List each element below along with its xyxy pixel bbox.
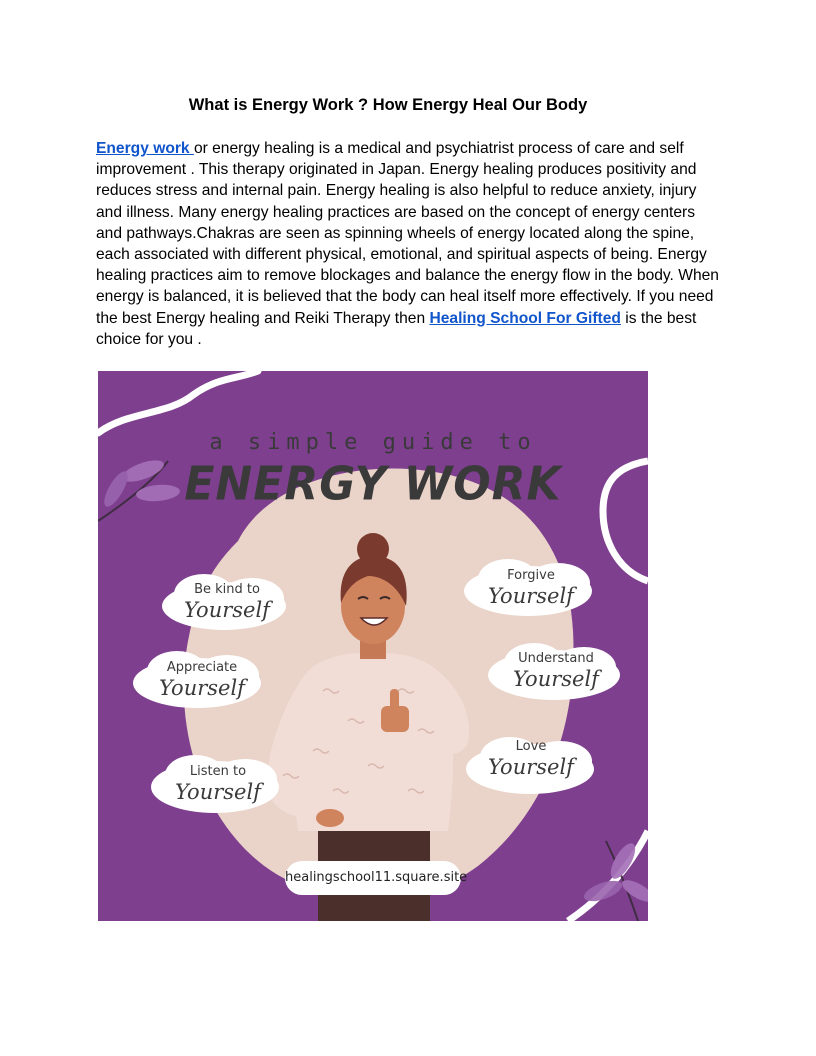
cloud-line2: Yourself <box>488 584 574 608</box>
cloud-line1: Understand <box>518 651 594 666</box>
poster-subtitle: a simple guide to <box>209 430 537 455</box>
poster-headline: ENERGY WORK <box>184 457 562 512</box>
cloud-line1: Appreciate <box>166 660 238 675</box>
cloud-line2: Yourself <box>175 780 261 804</box>
healing-school-link[interactable]: Healing School For Gifted <box>429 309 621 327</box>
paragraph-text-1: or energy healing is a medical and psychiatrist process of care and self improvement . This therapy originated in Japan. Energy healing produces positivity and reduces stress and internal pain. Energy healing is also helpful to reduce anxiety, injury and illness. Many energy healing practices are based on the concept of energy centers and pathways.Chakras are seen as spinning wheels of energy located along the spine, each associated with different physical, emotional, and spiritual aspects of being. Energy healing practices aim to remove blockages and balance the energy flow in the body. When energy is balanced, it is believed that the body can heal itself more effectively. If you need the best Energy healing and Reiki Therapy then <box>96 140 719 327</box>
cloud-forgive <box>476 568 586 608</box>
cloud-line1: Listen to <box>189 764 247 779</box>
cloud-line2: Yourself <box>488 755 574 779</box>
intro-paragraph <box>96 138 724 350</box>
document-title: What is Energy Work ? How Energy Heal Our Body <box>188 96 588 114</box>
cloud-line1: Forgive <box>507 568 555 583</box>
cloud-be-kind <box>172 582 282 622</box>
cloud-listen <box>163 764 273 804</box>
swoosh-top-left <box>98 371 258 433</box>
cloud-line2: Yourself <box>159 676 245 700</box>
website-pill: healingschool11.square.site <box>285 861 461 895</box>
cloud-line1: Love <box>515 739 547 754</box>
cloud-line1: Be kind to <box>194 582 260 597</box>
cloud-line2: Yourself <box>513 667 599 691</box>
cloud-line2: Yourself <box>184 598 270 622</box>
paragraph-text-2: is the best choice for you . <box>96 309 697 348</box>
cloud-appreciate <box>146 660 258 700</box>
energy-work-poster <box>98 371 648 921</box>
cloud-love <box>476 739 586 779</box>
cloud-understand <box>500 651 612 691</box>
energy-work-link[interactable]: Energy work <box>96 140 194 157</box>
